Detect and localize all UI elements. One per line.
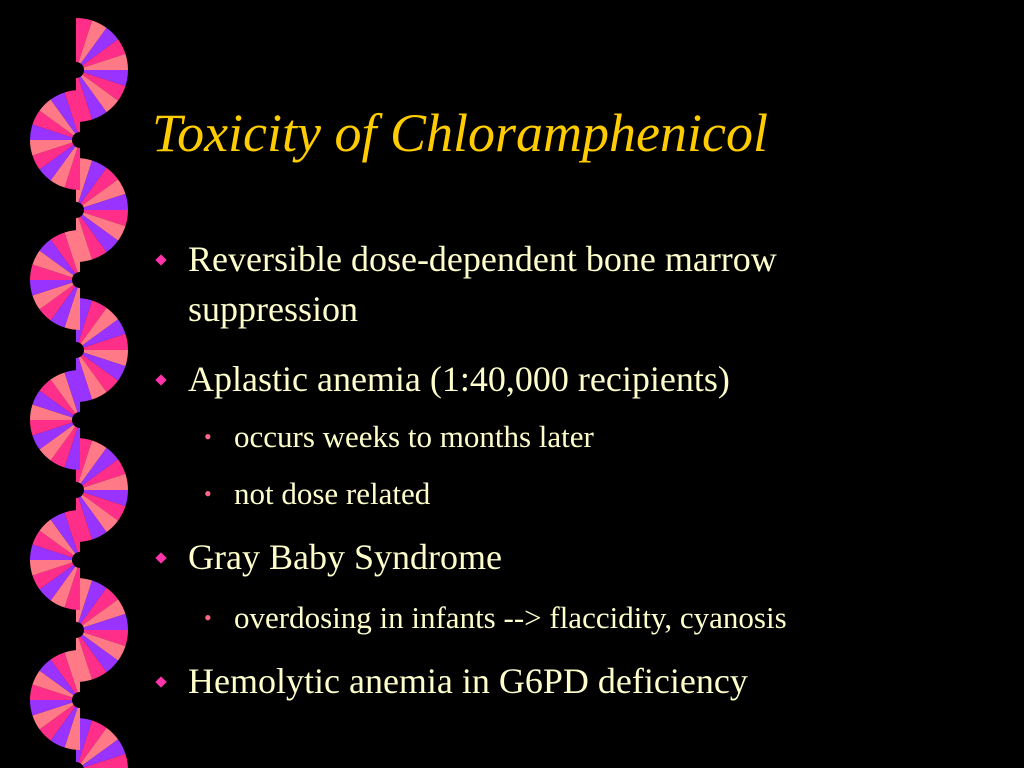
sub-bullet-item <box>204 598 787 638</box>
bullet-line: Aplastic anemia (1:40,000 recipients) <box>188 359 730 399</box>
bullet-line: Reversible dose-dependent bone marrow <box>188 239 777 279</box>
bullet-line: Gray Baby Syndrome <box>188 537 502 577</box>
diamond-bullet-icon <box>155 676 166 687</box>
bullet-item <box>188 234 777 334</box>
bullet-line: overdosing in infants --> flaccidity, cyanosis <box>234 600 787 635</box>
bullet-line: occurs weeks to months later <box>234 419 594 454</box>
dot-bullet-icon: • <box>204 605 212 630</box>
slide-title: Toxicity of Chloramphenicol <box>152 103 768 163</box>
sub-bullet-item <box>204 417 594 457</box>
bullet-item <box>188 656 748 706</box>
bullet-line: Hemolytic anemia in G6PD deficiency <box>188 661 748 701</box>
bullet-item <box>188 532 502 582</box>
diamond-bullet-icon <box>155 552 166 563</box>
diamond-bullet-icon <box>155 254 166 265</box>
bullet-line: not dose related <box>234 476 431 511</box>
bullet-item <box>188 354 730 404</box>
sub-bullet-item <box>204 474 431 514</box>
bullet-line: suppression <box>188 289 358 329</box>
pinwheel-ribbon-icon <box>0 0 140 768</box>
diamond-bullet-icon <box>155 374 166 385</box>
dot-bullet-icon: • <box>204 424 212 449</box>
dot-bullet-icon: • <box>204 481 212 506</box>
